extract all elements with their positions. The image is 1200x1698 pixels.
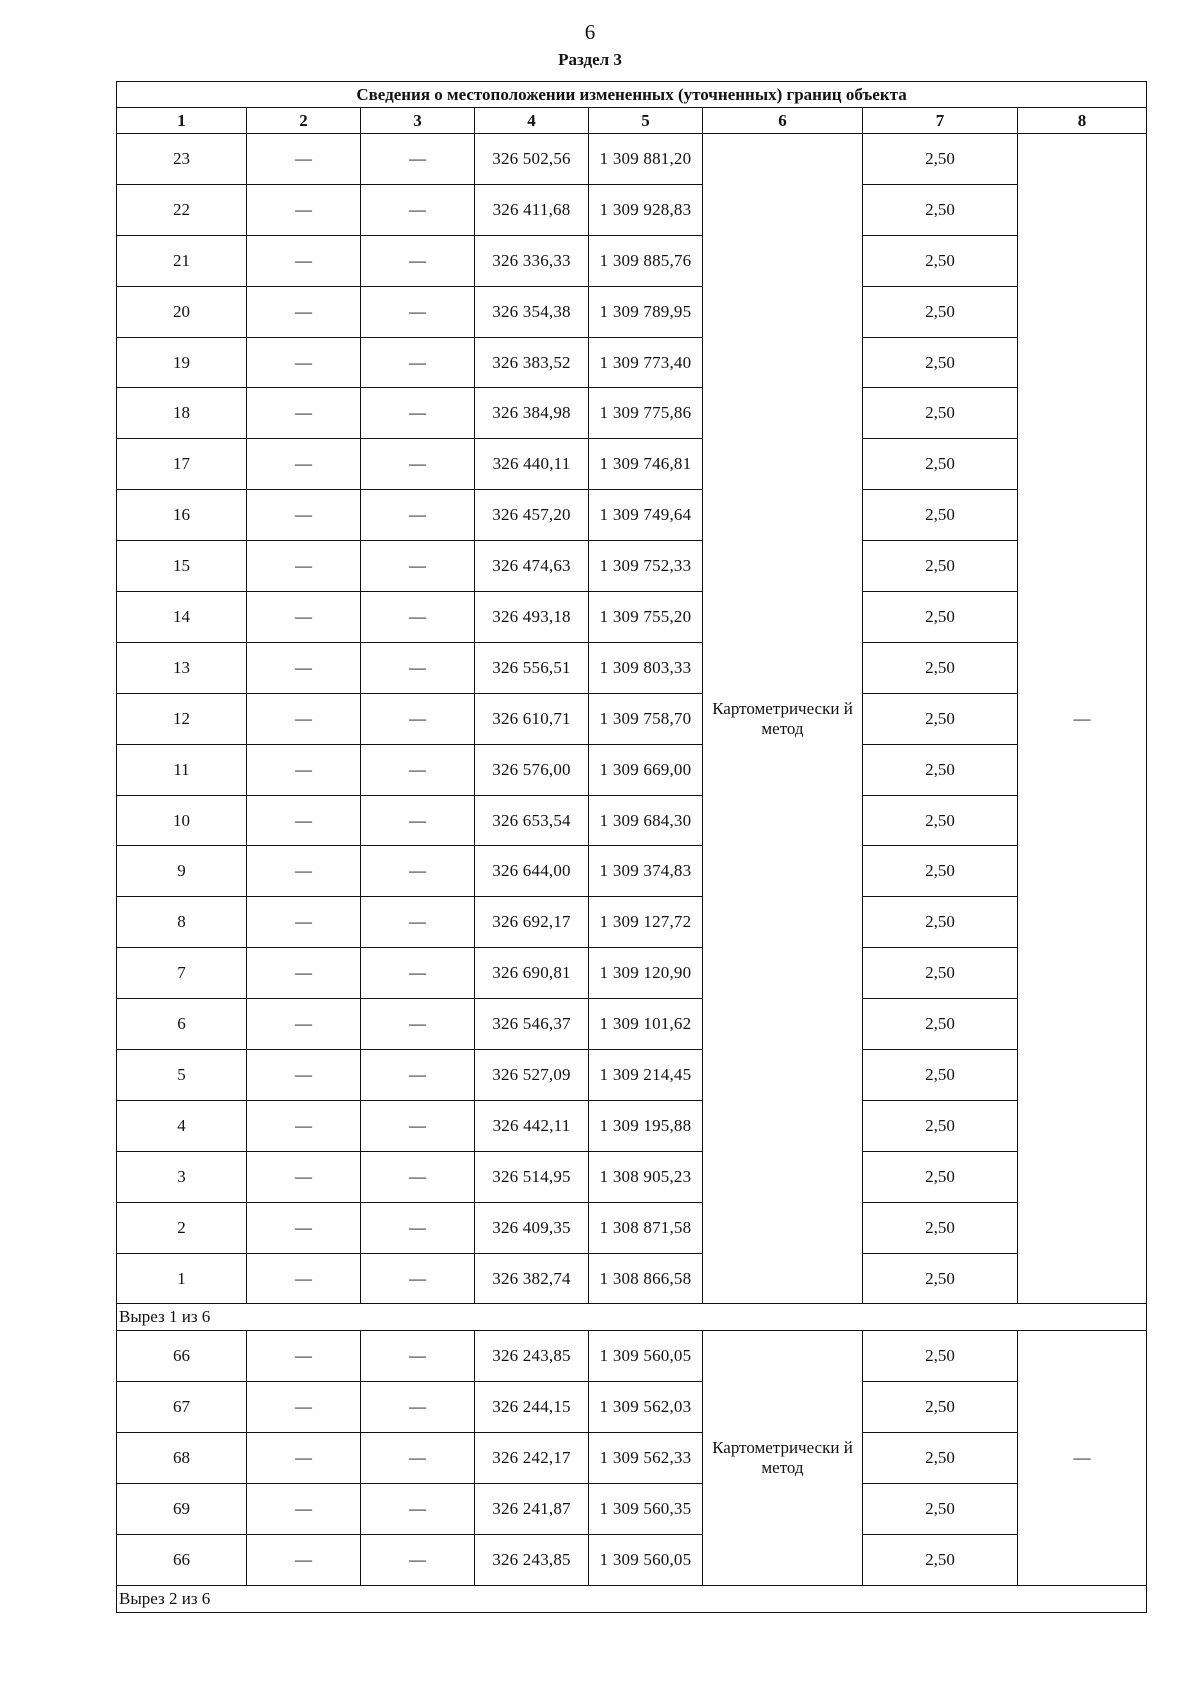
table-row bbox=[117, 541, 1147, 592]
table-row bbox=[117, 846, 1147, 897]
table-row bbox=[117, 642, 1147, 693]
accuracy-cell: 2,50 bbox=[863, 948, 1018, 999]
column-number: 8 bbox=[1018, 108, 1147, 134]
col3-cell: — bbox=[361, 846, 475, 897]
y-coordinate-cell: 1 309 885,76 bbox=[589, 235, 703, 286]
y-coordinate-cell: 1 308 871,58 bbox=[589, 1202, 703, 1253]
x-coordinate-cell: 326 241,87 bbox=[475, 1484, 589, 1535]
col2-cell: — bbox=[247, 1382, 361, 1433]
col3-cell: — bbox=[361, 235, 475, 286]
x-coordinate-cell: 326 243,85 bbox=[475, 1331, 589, 1382]
coordinates-table bbox=[116, 81, 1147, 1613]
col2-cell: — bbox=[247, 1151, 361, 1202]
point-number-cell: 5 bbox=[117, 1050, 247, 1101]
point-number-cell: 14 bbox=[117, 592, 247, 643]
accuracy-cell: 2,50 bbox=[863, 235, 1018, 286]
col3-cell: — bbox=[361, 1484, 475, 1535]
table-row bbox=[117, 592, 1147, 643]
table-row bbox=[117, 1382, 1147, 1433]
method-cell: Картометрически й метод bbox=[703, 134, 863, 1304]
col3-cell: — bbox=[361, 592, 475, 643]
y-coordinate-cell: 1 309 374,83 bbox=[589, 846, 703, 897]
cutout-footer-row bbox=[117, 1304, 1147, 1331]
col2-cell: — bbox=[247, 134, 361, 185]
col2-cell: — bbox=[247, 1100, 361, 1151]
table-row bbox=[117, 134, 1147, 185]
table-row bbox=[117, 235, 1147, 286]
x-coordinate-cell: 326 556,51 bbox=[475, 642, 589, 693]
accuracy-cell: 2,50 bbox=[863, 184, 1018, 235]
column-number: 6 bbox=[703, 108, 863, 134]
col2-cell: — bbox=[247, 948, 361, 999]
x-coordinate-cell: 326 384,98 bbox=[475, 388, 589, 439]
cutout-label: Вырез 1 из 6 bbox=[117, 1304, 1147, 1331]
table-row bbox=[117, 1433, 1147, 1484]
x-coordinate-cell: 326 442,11 bbox=[475, 1100, 589, 1151]
y-coordinate-cell: 1 309 560,05 bbox=[589, 1331, 703, 1382]
column-number: 2 bbox=[247, 108, 361, 134]
col2-cell: — bbox=[247, 642, 361, 693]
col2-cell: — bbox=[247, 1253, 361, 1304]
table-row bbox=[117, 744, 1147, 795]
y-coordinate-cell: 1 309 746,81 bbox=[589, 439, 703, 490]
accuracy-cell: 2,50 bbox=[863, 846, 1018, 897]
accuracy-cell: 2,50 bbox=[863, 1433, 1018, 1484]
table-row bbox=[117, 337, 1147, 388]
accuracy-cell: 2,50 bbox=[863, 1253, 1018, 1304]
col2-cell: — bbox=[247, 235, 361, 286]
y-coordinate-cell: 1 309 562,33 bbox=[589, 1433, 703, 1484]
accuracy-cell: 2,50 bbox=[863, 1382, 1018, 1433]
x-coordinate-cell: 326 493,18 bbox=[475, 592, 589, 643]
point-number-cell: 23 bbox=[117, 134, 247, 185]
col3-cell: — bbox=[361, 134, 475, 185]
table-row bbox=[117, 999, 1147, 1050]
y-coordinate-cell: 1 309 195,88 bbox=[589, 1100, 703, 1151]
col2-cell: — bbox=[247, 286, 361, 337]
accuracy-cell: 2,50 bbox=[863, 337, 1018, 388]
accuracy-cell: 2,50 bbox=[863, 1484, 1018, 1535]
table-row bbox=[117, 286, 1147, 337]
x-coordinate-cell: 326 527,09 bbox=[475, 1050, 589, 1101]
y-coordinate-cell: 1 309 775,86 bbox=[589, 388, 703, 439]
col2-cell: — bbox=[247, 541, 361, 592]
y-coordinate-cell: 1 309 928,83 bbox=[589, 184, 703, 235]
col2-cell: — bbox=[247, 693, 361, 744]
accuracy-cell: 2,50 bbox=[863, 642, 1018, 693]
col3-cell: — bbox=[361, 948, 475, 999]
col3-cell: — bbox=[361, 1331, 475, 1382]
col2-cell: — bbox=[247, 388, 361, 439]
col3-cell: — bbox=[361, 744, 475, 795]
column-number: 5 bbox=[589, 108, 703, 134]
accuracy-cell: 2,50 bbox=[863, 744, 1018, 795]
y-coordinate-cell: 1 309 789,95 bbox=[589, 286, 703, 337]
x-coordinate-cell: 326 409,35 bbox=[475, 1202, 589, 1253]
column-number: 7 bbox=[863, 108, 1018, 134]
y-coordinate-cell: 1 309 669,00 bbox=[589, 744, 703, 795]
cutout-label: Вырез 2 из 6 bbox=[117, 1585, 1147, 1612]
point-number-cell: 68 bbox=[117, 1433, 247, 1484]
col2-cell: — bbox=[247, 490, 361, 541]
point-number-cell: 9 bbox=[117, 846, 247, 897]
table-caption: Сведения о местоположении измененных (уточненных) границ объекта bbox=[117, 82, 1147, 108]
point-number-cell: 1 bbox=[117, 1253, 247, 1304]
table-row bbox=[117, 439, 1147, 490]
method-cell: Картометрически й метод bbox=[703, 1331, 863, 1585]
x-coordinate-cell: 326 610,71 bbox=[475, 693, 589, 744]
y-coordinate-cell: 1 309 773,40 bbox=[589, 337, 703, 388]
col3-cell: — bbox=[361, 1433, 475, 1484]
point-number-cell: 16 bbox=[117, 490, 247, 541]
x-coordinate-cell: 326 514,95 bbox=[475, 1151, 589, 1202]
col3-cell: — bbox=[361, 1202, 475, 1253]
x-coordinate-cell: 326 440,11 bbox=[475, 439, 589, 490]
y-coordinate-cell: 1 309 101,62 bbox=[589, 999, 703, 1050]
table-row bbox=[117, 1535, 1147, 1586]
col3-cell: — bbox=[361, 1100, 475, 1151]
x-coordinate-cell: 326 336,33 bbox=[475, 235, 589, 286]
table-row bbox=[117, 1202, 1147, 1253]
y-coordinate-cell: 1 309 560,05 bbox=[589, 1535, 703, 1586]
accuracy-cell: 2,50 bbox=[863, 1331, 1018, 1382]
point-number-cell: 3 bbox=[117, 1151, 247, 1202]
col3-cell: — bbox=[361, 1535, 475, 1586]
accuracy-cell: 2,50 bbox=[863, 1100, 1018, 1151]
point-number-cell: 67 bbox=[117, 1382, 247, 1433]
col2-cell: — bbox=[247, 1484, 361, 1535]
y-coordinate-cell: 1 309 752,33 bbox=[589, 541, 703, 592]
y-coordinate-cell: 1 309 749,64 bbox=[589, 490, 703, 541]
point-number-cell: 15 bbox=[117, 541, 247, 592]
col3-cell: — bbox=[361, 897, 475, 948]
point-number-cell: 17 bbox=[117, 439, 247, 490]
accuracy-cell: 2,50 bbox=[863, 541, 1018, 592]
point-number-cell: 7 bbox=[117, 948, 247, 999]
x-coordinate-cell: 326 474,63 bbox=[475, 541, 589, 592]
table-row bbox=[117, 897, 1147, 948]
y-coordinate-cell: 1 308 866,58 bbox=[589, 1253, 703, 1304]
x-coordinate-cell: 326 244,15 bbox=[475, 1382, 589, 1433]
point-number-cell: 66 bbox=[117, 1331, 247, 1382]
y-coordinate-cell: 1 309 560,35 bbox=[589, 1484, 703, 1535]
col3-cell: — bbox=[361, 642, 475, 693]
table-row bbox=[117, 795, 1147, 846]
point-number-cell: 2 bbox=[117, 1202, 247, 1253]
table-row bbox=[117, 948, 1147, 999]
accuracy-cell: 2,50 bbox=[863, 388, 1018, 439]
column-number-row bbox=[117, 108, 1147, 134]
accuracy-cell: 2,50 bbox=[863, 999, 1018, 1050]
accuracy-cell: 2,50 bbox=[863, 795, 1018, 846]
point-number-cell: 18 bbox=[117, 388, 247, 439]
table-row bbox=[117, 1253, 1147, 1304]
col2-cell: — bbox=[247, 744, 361, 795]
column-number: 4 bbox=[475, 108, 589, 134]
x-coordinate-cell: 326 382,74 bbox=[475, 1253, 589, 1304]
x-coordinate-cell: 326 502,56 bbox=[475, 134, 589, 185]
col3-cell: — bbox=[361, 1151, 475, 1202]
col3-cell: — bbox=[361, 388, 475, 439]
col3-cell: — bbox=[361, 184, 475, 235]
col3-cell: — bbox=[361, 337, 475, 388]
x-coordinate-cell: 326 383,52 bbox=[475, 337, 589, 388]
table-row bbox=[117, 1100, 1147, 1151]
point-number-cell: 22 bbox=[117, 184, 247, 235]
accuracy-cell: 2,50 bbox=[863, 897, 1018, 948]
col2-cell: — bbox=[247, 1535, 361, 1586]
y-coordinate-cell: 1 308 905,23 bbox=[589, 1151, 703, 1202]
col3-cell: — bbox=[361, 439, 475, 490]
col2-cell: — bbox=[247, 592, 361, 643]
col2-cell: — bbox=[247, 897, 361, 948]
x-coordinate-cell: 326 242,17 bbox=[475, 1433, 589, 1484]
col2-cell: — bbox=[247, 846, 361, 897]
y-coordinate-cell: 1 309 803,33 bbox=[589, 642, 703, 693]
x-coordinate-cell: 326 243,85 bbox=[475, 1535, 589, 1586]
table-row bbox=[117, 490, 1147, 541]
point-number-cell: 4 bbox=[117, 1100, 247, 1151]
col2-cell: — bbox=[247, 1050, 361, 1101]
accuracy-cell: 2,50 bbox=[863, 439, 1018, 490]
col3-cell: — bbox=[361, 1382, 475, 1433]
col2-cell: — bbox=[247, 439, 361, 490]
page-number: 6 bbox=[584, 20, 596, 44]
col8-cell: — bbox=[1018, 134, 1147, 1304]
col2-cell: — bbox=[247, 1433, 361, 1484]
col2-cell: — bbox=[247, 337, 361, 388]
point-number-cell: 20 bbox=[117, 286, 247, 337]
col2-cell: — bbox=[247, 184, 361, 235]
col3-cell: — bbox=[361, 693, 475, 744]
cutout-footer-row bbox=[117, 1585, 1147, 1612]
x-coordinate-cell: 326 690,81 bbox=[475, 948, 589, 999]
col3-cell: — bbox=[361, 1253, 475, 1304]
y-coordinate-cell: 1 309 562,03 bbox=[589, 1382, 703, 1433]
y-coordinate-cell: 1 309 120,90 bbox=[589, 948, 703, 999]
accuracy-cell: 2,50 bbox=[863, 1202, 1018, 1253]
y-coordinate-cell: 1 309 758,70 bbox=[589, 693, 703, 744]
x-coordinate-cell: 326 653,54 bbox=[475, 795, 589, 846]
col3-cell: — bbox=[361, 999, 475, 1050]
x-coordinate-cell: 326 546,37 bbox=[475, 999, 589, 1050]
table-row bbox=[117, 1151, 1147, 1202]
accuracy-cell: 2,50 bbox=[863, 1535, 1018, 1586]
point-number-cell: 11 bbox=[117, 744, 247, 795]
table-row bbox=[117, 1484, 1147, 1535]
point-number-cell: 66 bbox=[117, 1535, 247, 1586]
accuracy-cell: 2,50 bbox=[863, 592, 1018, 643]
column-number: 1 bbox=[117, 108, 247, 134]
x-coordinate-cell: 326 644,00 bbox=[475, 846, 589, 897]
column-number: 3 bbox=[361, 108, 475, 134]
point-number-cell: 69 bbox=[117, 1484, 247, 1535]
point-number-cell: 13 bbox=[117, 642, 247, 693]
col3-cell: — bbox=[361, 795, 475, 846]
y-coordinate-cell: 1 309 127,72 bbox=[589, 897, 703, 948]
point-number-cell: 10 bbox=[117, 795, 247, 846]
accuracy-cell: 2,50 bbox=[863, 1050, 1018, 1101]
accuracy-cell: 2,50 bbox=[863, 134, 1018, 185]
table-caption-row bbox=[117, 82, 1147, 108]
col2-cell: — bbox=[247, 795, 361, 846]
x-coordinate-cell: 326 457,20 bbox=[475, 490, 589, 541]
x-coordinate-cell: 326 411,68 bbox=[475, 184, 589, 235]
table-row bbox=[117, 388, 1147, 439]
point-number-cell: 12 bbox=[117, 693, 247, 744]
col3-cell: — bbox=[361, 490, 475, 541]
x-coordinate-cell: 326 692,17 bbox=[475, 897, 589, 948]
x-coordinate-cell: 326 576,00 bbox=[475, 744, 589, 795]
col2-cell: — bbox=[247, 1202, 361, 1253]
table-row bbox=[117, 693, 1147, 744]
col3-cell: — bbox=[361, 1050, 475, 1101]
accuracy-cell: 2,50 bbox=[863, 490, 1018, 541]
accuracy-cell: 2,50 bbox=[863, 286, 1018, 337]
col3-cell: — bbox=[361, 286, 475, 337]
x-coordinate-cell: 326 354,38 bbox=[475, 286, 589, 337]
point-number-cell: 21 bbox=[117, 235, 247, 286]
col2-cell: — bbox=[247, 1331, 361, 1382]
point-number-cell: 8 bbox=[117, 897, 247, 948]
table-row bbox=[117, 184, 1147, 235]
col3-cell: — bbox=[361, 541, 475, 592]
section-title: Раздел 3 bbox=[558, 50, 622, 69]
table-row bbox=[117, 1050, 1147, 1101]
accuracy-cell: 2,50 bbox=[863, 1151, 1018, 1202]
col2-cell: — bbox=[247, 999, 361, 1050]
point-number-cell: 19 bbox=[117, 337, 247, 388]
point-number-cell: 6 bbox=[117, 999, 247, 1050]
y-coordinate-cell: 1 309 214,45 bbox=[589, 1050, 703, 1101]
y-coordinate-cell: 1 309 881,20 bbox=[589, 134, 703, 185]
y-coordinate-cell: 1 309 755,20 bbox=[589, 592, 703, 643]
table-row bbox=[117, 1331, 1147, 1382]
accuracy-cell: 2,50 bbox=[863, 693, 1018, 744]
col8-cell: — bbox=[1018, 1331, 1147, 1585]
y-coordinate-cell: 1 309 684,30 bbox=[589, 795, 703, 846]
